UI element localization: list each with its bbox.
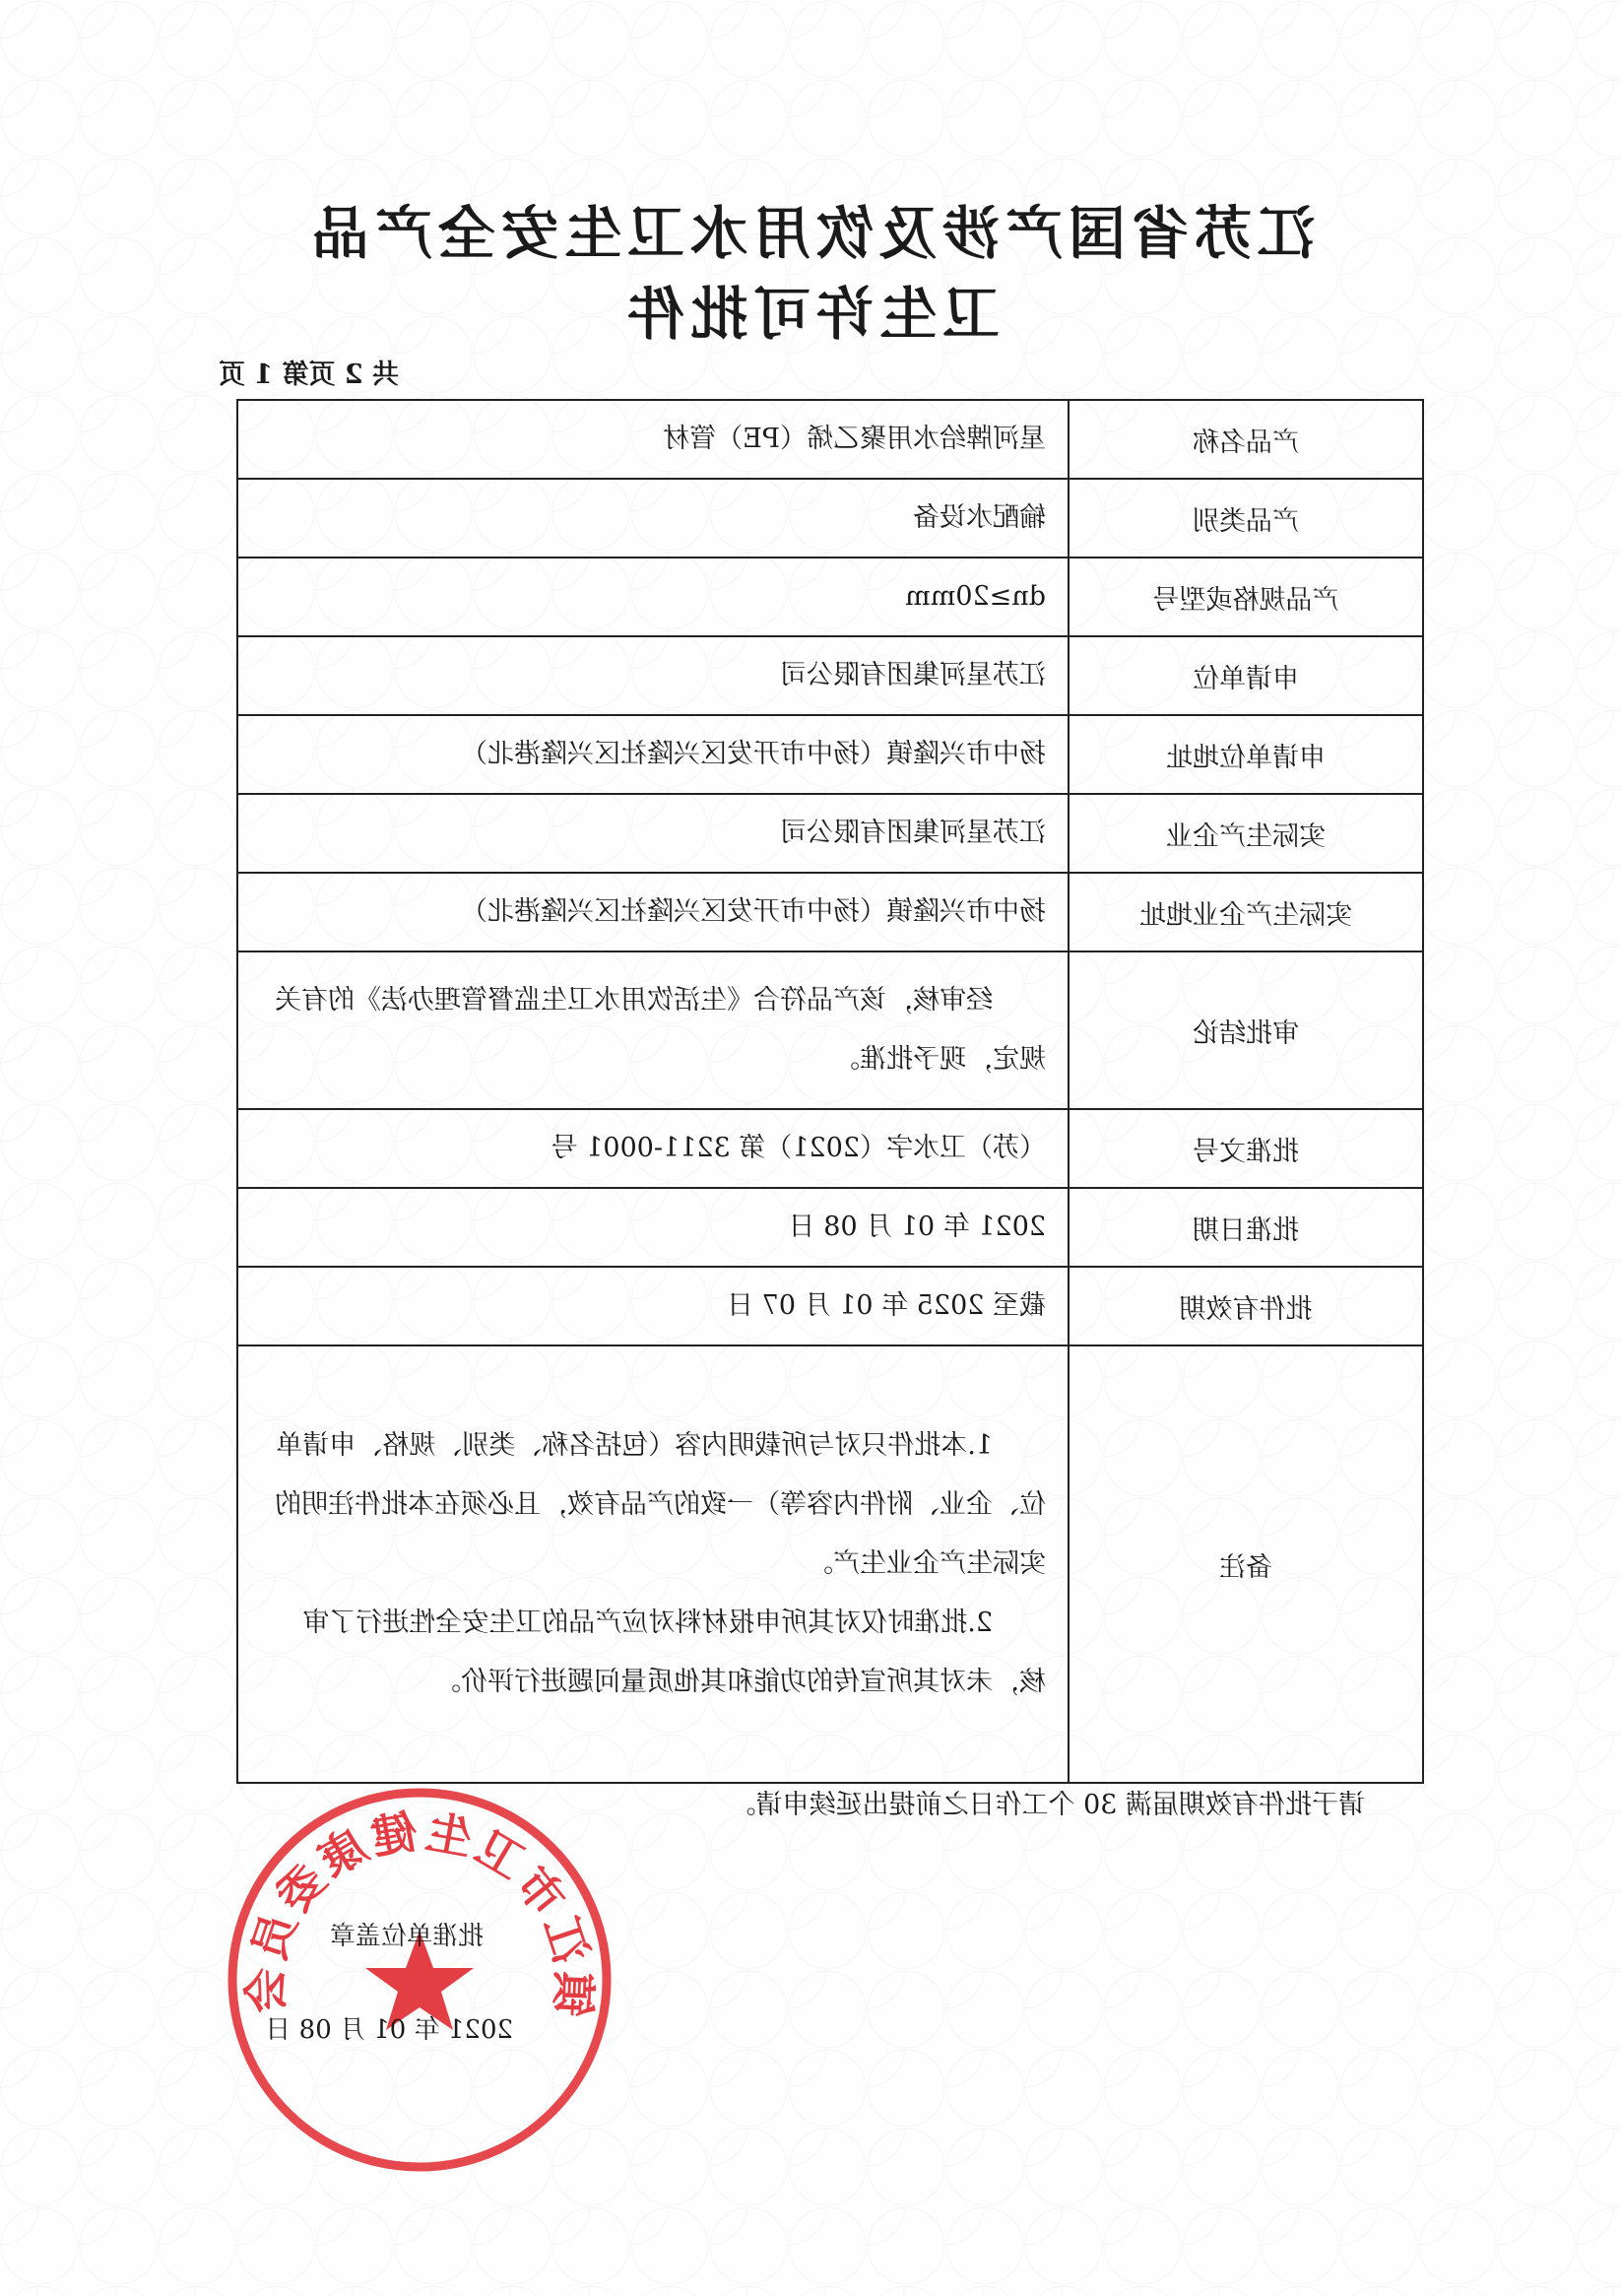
row-value: 江苏星河集团有限公司 — [237, 636, 1069, 715]
row-value: 江苏星河集团有限公司 — [237, 794, 1069, 873]
approval-row — [237, 951, 1423, 1109]
row-value: 截至 2025 年 01 月 07 日 — [237, 1267, 1069, 1345]
row-value: 扬中市兴隆镇（扬中市开发区兴隆社区兴隆港北） — [237, 715, 1069, 794]
document-title-line1: 江苏省国产涉及饮用水卫生安全产品 — [306, 200, 1316, 267]
table-row — [237, 1188, 1423, 1267]
official-seal — [223, 1783, 616, 2177]
renewal-note: 请于批件有效期届满 30 个工作日之前提出延续申请。 — [729, 1790, 1365, 1820]
row-value: 星河牌给水用聚乙烯（PE）管材 — [237, 400, 1069, 479]
row-label: 批准日期 — [1069, 1188, 1423, 1267]
remarks-value — [237, 1345, 1069, 1783]
table-row — [237, 479, 1423, 558]
table-row — [237, 636, 1423, 715]
row-label: 批件有效期 — [1069, 1267, 1423, 1345]
row-label: 产品规格或型号 — [1069, 558, 1423, 636]
seal-label: 批准单位盖章 — [329, 1922, 484, 1951]
table-row — [237, 400, 1423, 479]
remarks-label: 备注 — [1069, 1345, 1423, 1783]
approval-label: 审批结论 — [1069, 951, 1423, 1109]
seal-graphic — [223, 1783, 616, 2177]
approval-value — [237, 951, 1069, 1109]
seal-date: 2021 年 01 月 08 日 — [265, 2015, 513, 2045]
page-count: 共 2 页第 1 页 — [218, 360, 399, 390]
row-label: 产品名称 — [1069, 400, 1423, 479]
row-value: 输配水设备 — [237, 479, 1069, 558]
row-label: 实际生产企业 — [1069, 794, 1423, 873]
row-label: 批准文号 — [1069, 1109, 1423, 1188]
document-title-line2: 卫生许可批件 — [621, 281, 1001, 348]
row-value: 扬中市兴隆镇（扬中市开发区兴隆社区兴隆港北） — [237, 873, 1069, 951]
approval-text: 经审核，该产品符合《生活饮用水卫生监督管理办法》的有关规定，现予批准。 — [275, 985, 1046, 1075]
remarks-row — [237, 1345, 1423, 1783]
row-value: dn≥20mm — [237, 558, 1069, 636]
remark-item: 2.批准时仅对其所申报材料对应产品的卫生安全性进行了审核，未对其所宣传的功能和其他质量问题进行评价。 — [302, 1607, 1046, 1697]
row-value: 2021 年 01 月 08 日 — [237, 1188, 1069, 1267]
row-label: 申请单位地址 — [1069, 715, 1423, 794]
row-label: 申请单位 — [1069, 636, 1423, 715]
table-row — [237, 558, 1423, 636]
remark-item: 1.本批件只对与所载明内容（包括名称、类别、规格、申请单位、企业、附件内容等）一致的产品有效，且必须在本批件注明的实际生产企业生产。 — [275, 1430, 1046, 1579]
seal-text: 镇江市卫生健康委员会 — [238, 1804, 601, 2018]
permit-table — [236, 399, 1424, 1784]
table-row — [237, 873, 1423, 951]
row-label: 产品类别 — [1069, 479, 1423, 558]
table-row — [237, 715, 1423, 794]
table-row — [237, 794, 1423, 873]
row-label: 实际生产企业地址 — [1069, 873, 1423, 951]
row-value: （苏）卫水字（2021）第 3211-0001 号 — [237, 1109, 1069, 1188]
table-row — [237, 1109, 1423, 1188]
table-row — [237, 1267, 1423, 1345]
